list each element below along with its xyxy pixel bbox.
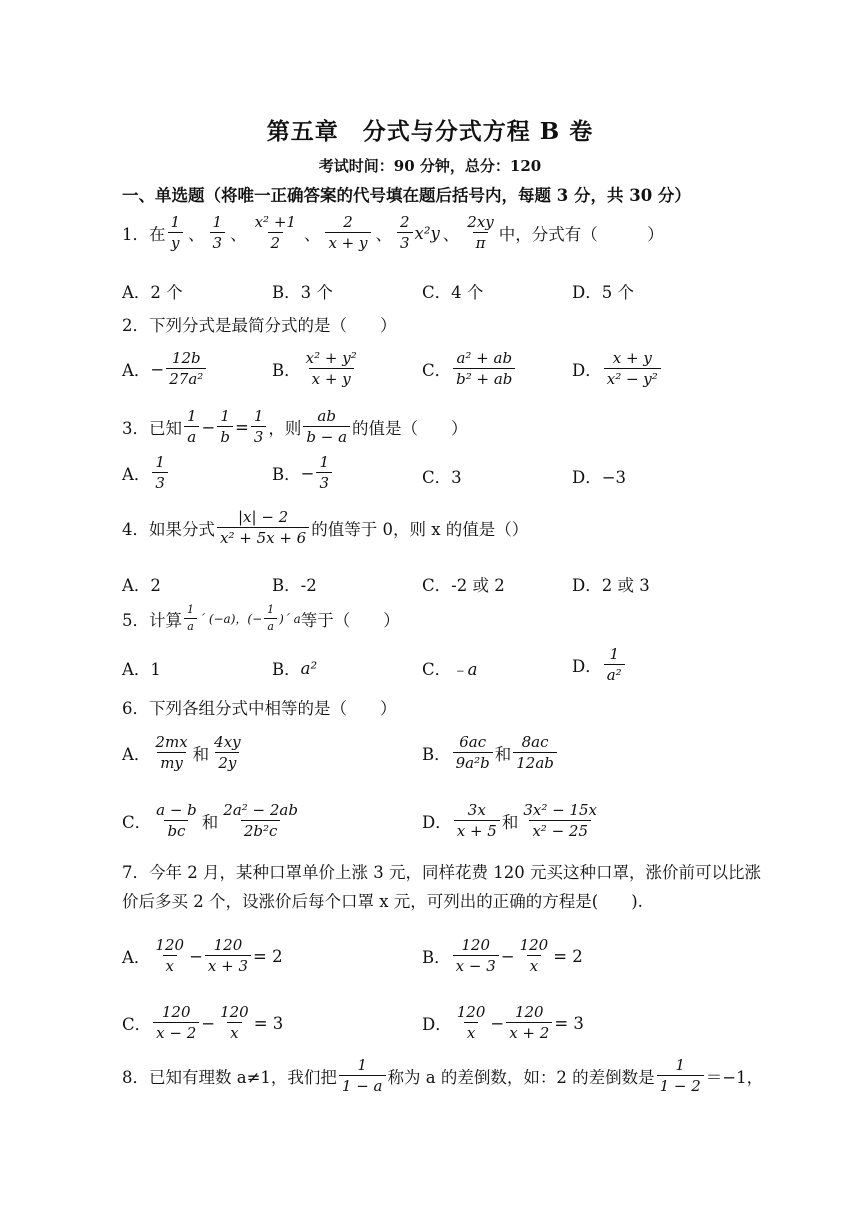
fraction: $\frac{|x| - 2}{\text{x² + 5x + 6}}$ xyxy=(217,509,309,548)
fraction: $\frac{120}{x + 3}$ xyxy=(205,937,251,976)
fraction: $\frac{120}{x - 2}$ xyxy=(153,1004,199,1043)
fraction: $\frac{1}{y}$ xyxy=(168,214,184,253)
fraction: $\frac{x + y}{\text{x² − y²}}$ xyxy=(604,350,661,389)
fraction: $\frac{1}{b}$ xyxy=(217,408,233,447)
fraction: $\frac{1}{3}$ xyxy=(251,408,267,447)
fraction: $\frac{a - b}{bc}$ xyxy=(156,801,197,841)
question-7-stem: 7．今年 2 月，某种口罩单价上涨 3 元，同样花费 120 元买这种口罩，涨价前可以比涨价后多买 2 个，设涨价后每个口罩 x 元，可列出的正确的方程是( ). xyxy=(122,863,761,911)
fraction: $\frac{12b}{\text{27a²}}$ xyxy=(166,350,206,389)
fraction: $\frac{\text{a² + ab}}{\text{b² + ab}}$ xyxy=(453,350,515,389)
fraction: $\frac{120}{x}$ xyxy=(220,1003,249,1043)
fraction: $\frac{4xy}{2y}$ xyxy=(214,733,241,773)
fraction: $\frac{2mx}{my}$ xyxy=(155,733,188,773)
fraction: $\frac{120}{x - 3}$ xyxy=(453,937,499,976)
page-title: 第五章 分式与分式方程 B 卷 xyxy=(266,118,594,145)
section-heading: 一、单选题（将唯一正确答案的代号填在题后括号内，每题 3 分，共 30 分） xyxy=(122,186,691,205)
fraction: $\frac{1}{1 - 2}$ xyxy=(657,1057,704,1096)
question-6-stem: 6．下列各组分式中相等的是（ ） xyxy=(122,699,397,718)
option-b: B．3 个 xyxy=(272,283,333,302)
fraction: $\frac{1}{a}$ xyxy=(184,408,200,447)
fraction: $\frac{\text{3x² − 15x}}{\text{x² − 25}}$ xyxy=(523,801,598,841)
option-a: A．2 xyxy=(122,576,161,595)
option-c: C． $\frac{a - b}{bc}$ 和 $\frac{\text{2a² − 2ab}}{\text{2b²c}}$ xyxy=(122,802,303,841)
option-d: D．−3 xyxy=(572,468,627,487)
fraction: $\frac{\text{2a² − 2ab}}{\text{2b²c}}$ xyxy=(223,801,298,841)
option-c: C．-2 或 2 xyxy=(422,576,505,595)
question-1-prefix: 1．在 xyxy=(122,225,166,245)
option-a: A．2 个 xyxy=(122,283,183,302)
option-a: A．1 xyxy=(122,660,161,679)
option-c: C．4 个 xyxy=(422,283,484,302)
fraction: $\frac{2xy}{\pi}$ xyxy=(467,213,494,253)
option-c: C． $\frac{\text{a² + ab}}{\text{b² + ab}}$ xyxy=(422,350,517,389)
fraction: $\frac{1}{a}$ xyxy=(264,604,277,633)
fraction: $\frac{2}{3}$ xyxy=(397,214,413,253)
fraction: $\frac{ab}{b - a}$ xyxy=(303,408,350,447)
fraction: $\frac{1}{3}$ xyxy=(210,214,226,253)
fraction: $\frac{6ac}{\text{9a²b}}$ xyxy=(453,734,493,773)
exam-info: 考试时间：90 分钟，总分：120 xyxy=(318,157,542,175)
option-d: D．5 个 xyxy=(572,283,634,302)
option-d: D． $\frac{3x}{x + 5}$ 和 $\frac{\text{3x² − 15x}}{\text{x² − 25}}$ xyxy=(422,802,602,841)
fraction: $\frac{1}{3}$ xyxy=(316,454,332,493)
fraction: $\frac{120}{x}$ xyxy=(519,936,549,976)
option-c: C． $\frac{120}{x - 2}$ − $\frac{120}{x}$ = 3 xyxy=(122,1003,284,1043)
option-a: A． $\frac{2mx}{my}$ 和 $\frac{4xy}{2y}$ xyxy=(122,734,246,773)
option-a: A． $\frac{120}{x}$ − $\frac{120}{x + 3}$ = 2 xyxy=(122,936,283,976)
fraction: $\frac{2}{x + y}$ xyxy=(325,214,370,253)
fraction: $\frac{8ac}{12ab}$ xyxy=(513,734,557,773)
fraction: $\frac{1}{1 - a}$ xyxy=(339,1057,386,1096)
option-b: B． $\frac{\text{x² + y²}}{x + y}$ xyxy=(272,350,362,389)
fraction: $\frac{120}{x + 2}$ xyxy=(506,1004,552,1043)
option-d: D． $\frac{120}{x}$ − $\frac{120}{x + 2}$ = 3 xyxy=(422,1003,584,1043)
question-1-suffix: 中，分式有（ ） xyxy=(498,225,664,245)
fraction: $\frac{3x}{x + 5}$ xyxy=(454,802,500,841)
monomial: x²y xyxy=(414,223,440,243)
option-b: B． − $\frac{1}{3}$ xyxy=(272,454,334,493)
option-b: B．-2 xyxy=(272,576,317,595)
question-5: 5．计算 $\frac{1}{a}$ ´ (−a)，(− $\frac{1}{a}$ )´ a 等于（ ） xyxy=(122,603,400,633)
fraction: $\frac{120}{x}$ xyxy=(155,936,185,976)
fraction: $\frac{1}{a}$ xyxy=(184,604,197,633)
fraction: $\frac{1}{3}$ xyxy=(152,454,168,493)
question-4: 4．如果分式 $\frac{|x| - 2}{\text{x² + 5x + 6}}$ 的值等于 0，则 x 的值是（） xyxy=(122,508,529,548)
question-8: 8．已知有理数 a≠1，我们把 $\frac{1}{1 - a}$ 称为 a 的差倒数，如：2 的差倒数是 $\frac{1}{1 - 2}$ ＝−1， xyxy=(122,1056,764,1096)
option-b: B． $\frac{6ac}{\text{9a²b}}$ 和 $\frac{8ac}{12ab}$ xyxy=(422,734,559,773)
fraction: $\frac{120}{x}$ xyxy=(456,1003,486,1043)
option-d: D．2 或 3 xyxy=(572,576,650,595)
question-1: 1．在 $\frac{1}{y}$ 、 $\frac{1}{3}$ 、 $\frac{\text{x² +1}}{2}$ 、 $\frac{2}{x + y}$ 、 $\frac{2}{3}$ x²y 、 $\frac{2xy}{\pi}$ 中，分式有（ ） xyxy=(122,213,664,253)
question-2-stem: 2．下列分式是最简分式的是（ ） xyxy=(122,316,397,335)
option-a: A． $\frac{1}{3}$ xyxy=(122,454,170,493)
option-c: C．3 xyxy=(422,468,462,487)
question-3: 3．已知 $\frac{1}{a}$ − $\frac{1}{b}$ = $\frac{1}{3}$ ，则 $\frac{ab}{b - a}$ 的值是（ ） xyxy=(122,407,468,447)
option-b: B． a² xyxy=(272,658,318,679)
fraction: $\frac{\text{x² + y²}}{x + y}$ xyxy=(305,349,357,389)
option-d: D． $\frac{x + y}{\text{x² − y²}}$ xyxy=(572,350,663,389)
fraction: $\frac{\text{x² +1}}{2}$ xyxy=(254,213,296,253)
option-d: D． $\frac{1}{\text{a²}}$ xyxy=(572,646,627,685)
option-c: C． ﹣a xyxy=(422,660,478,679)
option-b: B． $\frac{120}{x - 3}$ − $\frac{120}{x}$ = 2 xyxy=(422,936,583,976)
fraction: $\frac{1}{\text{a²}}$ xyxy=(604,646,625,685)
option-a: A． − $\frac{12b}{\text{27a²}}$ xyxy=(122,350,208,389)
